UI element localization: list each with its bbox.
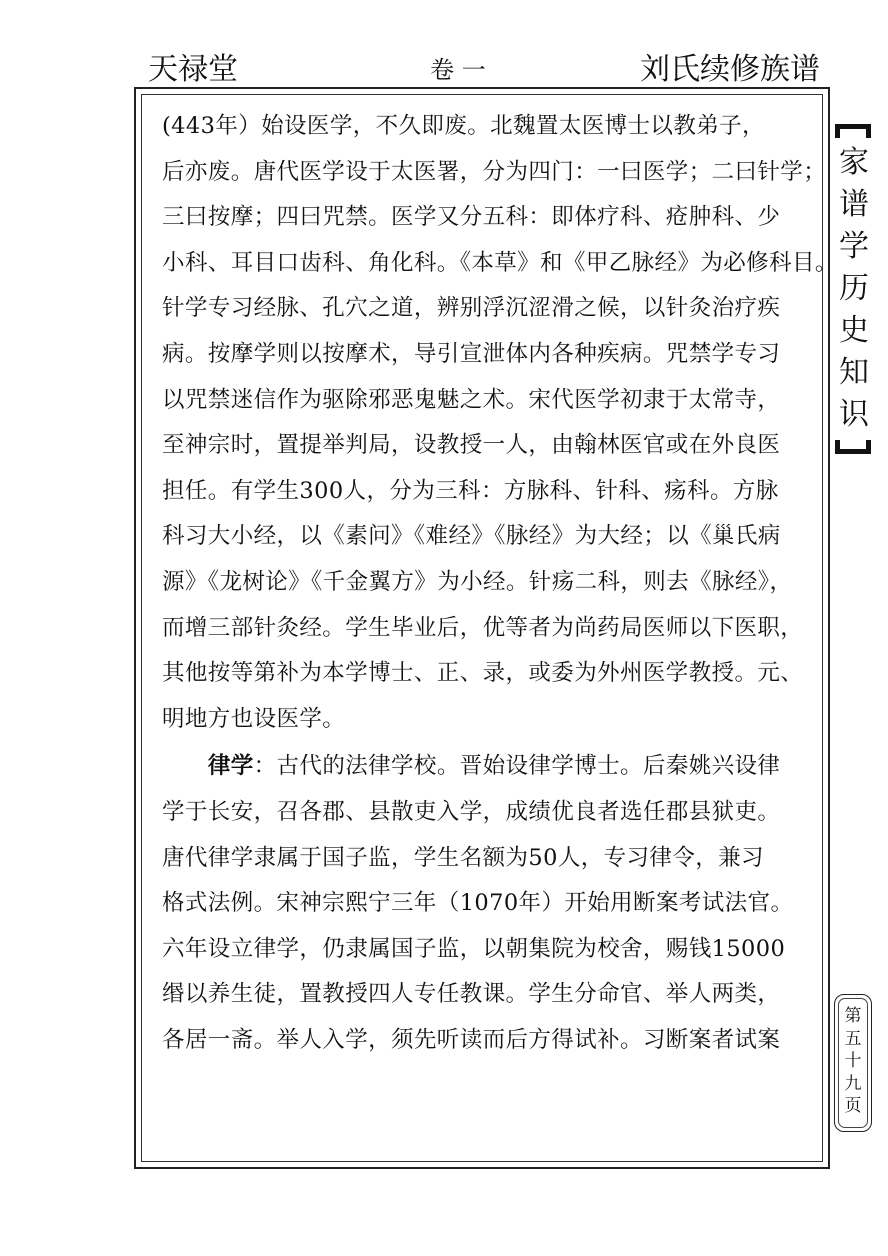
header-hall-name: 天禄堂 xyxy=(148,52,238,87)
text-line: (443年）始设医学，不久即废。北魏置太医博士以教弟子， xyxy=(162,113,765,139)
text-line xyxy=(162,744,822,790)
side-title-char: 知 xyxy=(839,355,869,390)
text-line: 以咒禁迷信作为驱除邪恶鬼魅之术。宋代医学初隶于太常寺， xyxy=(162,386,781,413)
text-line: 至神宗时，置提举判局，设教授一人，由翰林医官或在外良医 xyxy=(162,432,781,459)
side-title-char: 识 xyxy=(839,397,869,432)
text-line: 六年设立律学，仍隶属国子监，以朝集院为校舍，赐钱15000 xyxy=(162,935,786,962)
text-line: 唐代律学隶属于国子监，学生名额为50人，专习律令，兼习 xyxy=(162,844,764,871)
page-number-char: 页 xyxy=(844,1096,862,1116)
page-number-char: 五 xyxy=(844,1028,862,1049)
text-line: 针学专习经脉、孔穴之道，辨别浮沉涩滑之候，以针灸治疗疾 xyxy=(162,295,781,322)
paragraph-medical-schools xyxy=(162,104,838,742)
bracket-top xyxy=(835,124,871,138)
page-number-char: 第 xyxy=(844,1006,862,1026)
bracket-bottom xyxy=(835,440,871,454)
text-line: 源》《龙树论》《千金翼方》为小经。针疡二科，则去《脉经》， xyxy=(162,568,793,595)
header-volume: 卷 一 xyxy=(430,56,486,84)
text-line: 其他按等第补为本学博士、正、录，或委为外州医学教授。元、 xyxy=(162,660,804,687)
term-definition: ：古代的法律学校。晋始设律学博士。后秦姚兴设律 xyxy=(253,753,781,780)
side-title-char: 史 xyxy=(839,313,869,348)
text-line: 各居一斋。举人入学，须先听读而后方得试补。习断案者试案 xyxy=(162,1026,781,1053)
body-text xyxy=(162,104,838,1063)
text-line: 担任。有学生300人，分为三科：方脉科、针科、疡科。方脉 xyxy=(162,477,779,504)
side-title-text xyxy=(835,142,873,436)
page-number-tag xyxy=(834,994,872,1132)
side-title-char: 家 xyxy=(839,145,869,180)
text-line: 格式法例。宋神宗熙宁三年（1070年）开始用断案考试法官。 xyxy=(162,890,794,917)
page-number-text xyxy=(835,1005,871,1118)
side-title-char: 谱 xyxy=(839,187,869,222)
text-line: 科习大小经，以《素问》《难经》《脉经》为大经；以《巢氏病 xyxy=(162,523,781,550)
page-number-char: 十 xyxy=(844,1051,862,1071)
side-title-char: 历 xyxy=(839,271,869,306)
text-line: 三曰按摩；四曰咒禁。医学又分五科：即体疗科、疮肿科、少 xyxy=(162,204,781,231)
page-number-char: 九 xyxy=(844,1073,862,1094)
text-line: 明地方也设医学。 xyxy=(162,705,346,732)
text-line: 学于长安，召各郡、县散吏入学，成绩优良者选任郡县狱吏。 xyxy=(162,798,781,825)
text-line: 而增三部针灸经。学生毕业后，优等者为尚药局医师以下医职， xyxy=(162,614,804,641)
text-line: 后亦废。唐代医学设于太医署，分为四门：一曰医学；二曰针学； xyxy=(162,158,827,185)
header-book-title: 刘氏续修族谱 xyxy=(640,52,820,87)
text-line: 小科、耳目口齿科、角化科。《本草》和《甲乙脉经》为必修科目。 xyxy=(162,249,838,276)
side-title-char: 学 xyxy=(839,229,869,264)
paragraph-law-schools xyxy=(162,744,822,1063)
side-section-title xyxy=(835,124,873,454)
term-keyword: 律学 xyxy=(207,753,254,780)
text-line: 缗以养生徒，置教授四人专任教课。学生分命官、举人两类， xyxy=(162,981,781,1008)
text-line: 病。按摩学则以按摩术，导引宣泄体内各种疾病。咒禁学专习 xyxy=(162,340,781,367)
